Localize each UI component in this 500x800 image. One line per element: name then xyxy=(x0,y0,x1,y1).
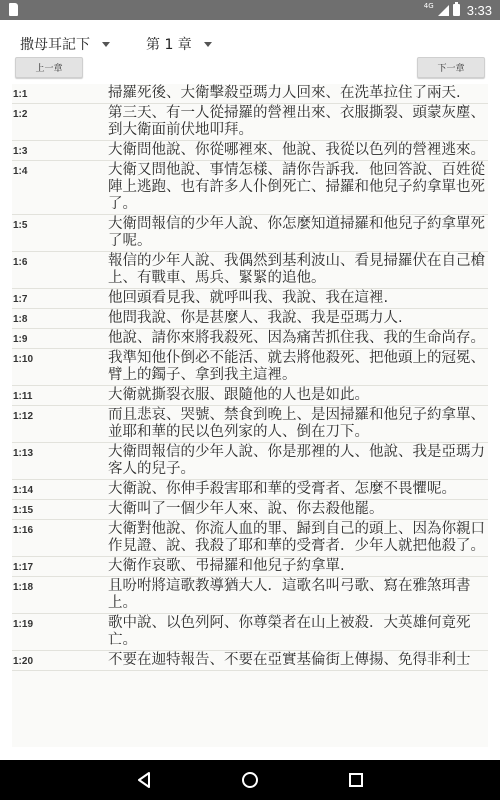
chapter-selector[interactable] xyxy=(146,34,212,54)
signal-icon xyxy=(438,5,449,16)
verse-reference: 1:4 xyxy=(13,166,28,177)
sd-card-icon xyxy=(9,3,18,16)
book-selector[interactable] xyxy=(20,34,110,54)
book-selector-label: 撒母耳記下 xyxy=(20,37,90,53)
verse-text: 大衛又問他說、事情怎樣、請你告訴我．他回答說、百姓從陣上逃跑、也有許多人仆倒死亡、掃羅和他兒子約拿單也死了。 xyxy=(108,162,485,212)
verse-text: 他回頭看見我、就呼叫我、我說、我在這裡. xyxy=(108,290,389,306)
chevron-down-icon xyxy=(204,42,212,47)
chapter-selector-label: 第 1 章 xyxy=(146,37,192,53)
verse-reference: 1:1 xyxy=(13,89,28,100)
verse-row[interactable] xyxy=(12,386,488,406)
verse-reference: 1:3 xyxy=(13,146,28,157)
verse-row[interactable] xyxy=(12,480,488,500)
recent-apps-icon[interactable] xyxy=(349,773,363,787)
verse-reference: 1:9 xyxy=(13,334,28,345)
verse-reference: 1:14 xyxy=(13,485,34,496)
status-bar xyxy=(0,0,500,20)
verse-reference: 1:16 xyxy=(13,525,34,536)
verse-row[interactable] xyxy=(12,500,488,520)
verse-row[interactable] xyxy=(12,215,488,252)
verse-reference: 1:7 xyxy=(13,294,28,305)
verse-text: 大衛就撕裂衣服、跟隨他的人也是如此。 xyxy=(108,387,369,403)
verse-text: 他說、請你來將我殺死、因為痛苦抓住我、我的生命尚存。 xyxy=(108,330,485,346)
verse-row[interactable] xyxy=(12,443,488,480)
verse-text: 歌中說、以色列阿、你尊榮者在山上被殺．大英雄何竟死亡。 xyxy=(108,615,471,648)
verse-row[interactable] xyxy=(12,349,488,386)
verse-text: 大衛作哀歌、弔掃羅和他兒子約拿單. xyxy=(108,558,345,574)
network-type-label: 4G xyxy=(423,2,434,10)
verse-text: 大衛說、你伸手殺害耶和華的受膏者、怎麼不畏懼呢。 xyxy=(108,481,456,497)
verse-reference: 1:15 xyxy=(13,505,34,516)
verse-text: 報信的少年人說、我偶然到基利波山、看見掃羅伏在自己槍上、有戰車、馬兵、緊緊的追他。 xyxy=(108,253,485,286)
verse-row[interactable] xyxy=(12,614,488,651)
verse-reference: 1:8 xyxy=(13,314,28,325)
next-chapter-button[interactable]: 下一章 xyxy=(417,57,485,78)
verse-reference: 1:11 xyxy=(13,391,33,402)
verse-reference: 1:2 xyxy=(13,109,28,120)
verse-reference: 1:17 xyxy=(13,562,34,573)
verse-text: 他問我說、你是甚麼人、我說、我是亞瑪力人. xyxy=(108,310,403,326)
verse-text: 我準知他仆倒必不能活、就去將他殺死、把他頭上的冠冕、臂上的鐲子、拿到我主這裡。 xyxy=(108,350,485,383)
verse-row[interactable] xyxy=(12,329,488,349)
verse-text: 不要在迦特報告、不要在亞實基倫街上傳揚、免得非利士 xyxy=(108,652,471,668)
chapter-toolbar xyxy=(0,20,500,78)
verse-text: 大衛問報信的少年人說、你怎麼知道掃羅和他兒子約拿單死了呢。 xyxy=(108,216,485,249)
verse-row[interactable] xyxy=(12,84,488,104)
verse-reference: 1:18 xyxy=(13,582,34,593)
verse-reference: 1:10 xyxy=(13,354,34,365)
verse-reference: 1:6 xyxy=(13,257,28,268)
clock: 3:33 xyxy=(466,2,492,18)
verse-row[interactable] xyxy=(12,577,488,614)
verse-text: 掃羅死後、大衛擊殺亞瑪力人回來、在洗革拉住了兩天. xyxy=(108,85,461,101)
verse-reference: 1:19 xyxy=(13,619,34,630)
verse-text: 大衛問他說、你從哪裡來、他說、我從以色列的營裡逃來。 xyxy=(108,142,485,158)
verse-row[interactable] xyxy=(12,161,488,215)
verse-list[interactable] xyxy=(12,84,488,747)
previous-chapter-button[interactable]: 上一章 xyxy=(15,57,83,78)
verse-row[interactable] xyxy=(12,141,488,161)
back-icon[interactable] xyxy=(137,772,151,792)
verse-text: 大衛問報信的少年人說、你是那裡的人、他說、我是亞瑪力客人的兒子。 xyxy=(108,444,485,477)
verse-text: 大衛叫了一個少年人來、說、你去殺他罷。 xyxy=(108,501,384,517)
verse-row[interactable] xyxy=(12,651,488,671)
status-icons xyxy=(424,0,492,20)
chevron-down-icon xyxy=(102,42,110,47)
verse-text: 且吩咐將這歌教導猶大人．這歌名叫弓歌、寫在雅煞珥書上。 xyxy=(108,578,471,611)
navigation-bar xyxy=(0,760,500,800)
verse-row[interactable] xyxy=(12,289,488,309)
verse-row[interactable] xyxy=(12,520,488,557)
verse-row[interactable] xyxy=(12,557,488,577)
verse-row[interactable] xyxy=(12,252,488,289)
verse-reference: 1:12 xyxy=(13,411,34,422)
verse-text: 大衛對他說、你流人血的罪、歸到自己的頭上、因為你親口作見證、說、我殺了耶和華的受膏者．少年人就把他殺了。 xyxy=(108,521,485,554)
verse-text: 而且悲哀、哭號、禁食到晚上、是因掃羅和他兒子約拿單、並耶和華的民以色列家的人、倒在刀下。 xyxy=(108,407,485,440)
verse-row[interactable] xyxy=(12,104,488,141)
verse-row[interactable] xyxy=(12,406,488,443)
verse-row[interactable] xyxy=(12,309,488,329)
verse-reference: 1:13 xyxy=(13,448,34,459)
verse-reference: 1:20 xyxy=(13,656,34,667)
home-icon[interactable] xyxy=(241,771,259,789)
battery-icon xyxy=(453,4,460,16)
verse-text: 第三天、有一人從掃羅的營裡出來、衣服撕裂、頭蒙灰塵、到大衛面前伏地叩拜。 xyxy=(108,105,485,138)
verse-reference: 1:5 xyxy=(13,220,28,231)
